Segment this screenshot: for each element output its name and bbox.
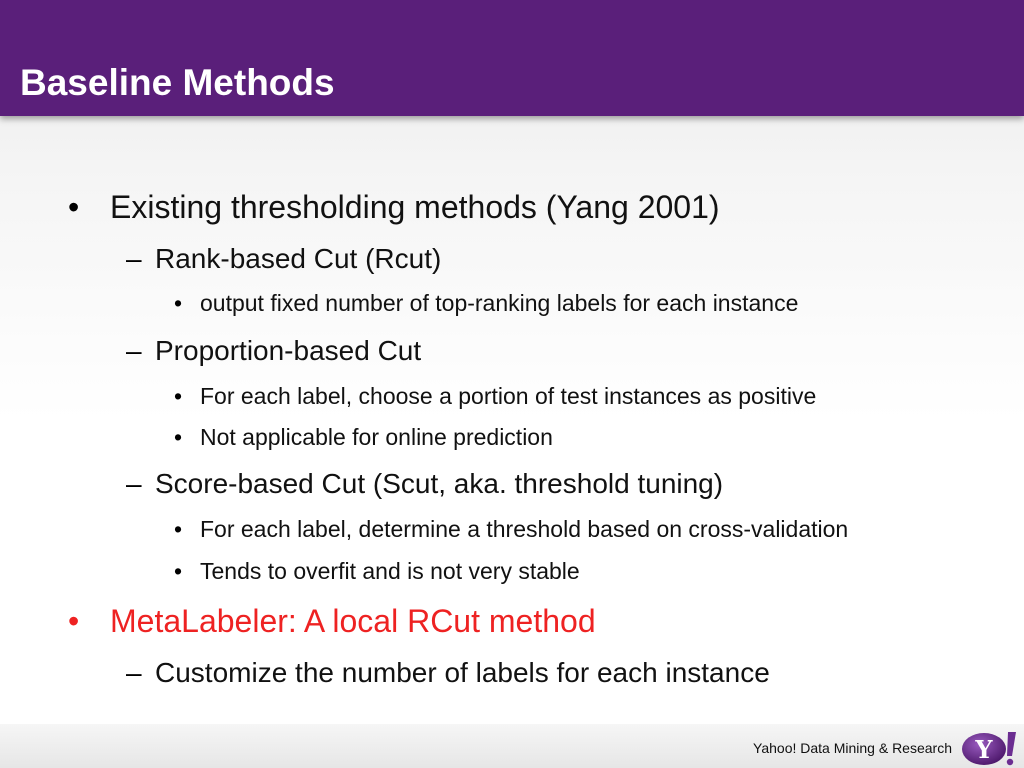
- bullet-marker: •: [174, 516, 183, 542]
- bullet-metalabeler: MetaLabeler: A local RCut method: [110, 603, 596, 639]
- dash-marker: –: [126, 243, 142, 274]
- title-bar: [0, 0, 1024, 116]
- detail-output-fixed-number: output fixed number of top-ranking labels for each instance: [200, 290, 799, 316]
- bullet-marker: •: [174, 558, 183, 584]
- yahoo-logo-icon: [960, 728, 1020, 768]
- bullet-marker: •: [174, 424, 183, 450]
- detail-choose-portion: For each label, choose a portion of test instances as positive: [200, 383, 817, 409]
- slide-title: Baseline Methods: [20, 62, 335, 103]
- bullet-marker: •: [68, 603, 80, 639]
- dash-marker: –: [126, 468, 142, 499]
- dash-marker: –: [126, 657, 142, 688]
- detail-tends-to-overfit: Tends to overfit and is not very stable: [200, 558, 580, 584]
- bullet-marker: •: [174, 383, 183, 409]
- detail-not-applicable-online: Not applicable for online prediction: [200, 424, 553, 450]
- sub-score-based-cut: Score-based Cut (Scut, aka. threshold tuning): [155, 468, 724, 499]
- dash-marker: –: [126, 335, 142, 366]
- bullet-marker: •: [68, 189, 80, 225]
- sub-rank-based-cut: Rank-based Cut (Rcut): [155, 243, 442, 274]
- bullet-marker: •: [174, 290, 183, 316]
- sub-proportion-based-cut: Proportion-based Cut: [155, 335, 422, 366]
- svg-text:Y: Y: [975, 735, 993, 764]
- bullet-existing-thresholding: Existing thresholding methods (Yang 2001): [110, 189, 720, 225]
- detail-determine-threshold: For each label, determine a threshold based on cross-validation: [200, 516, 849, 542]
- footer-text: Yahoo! Data Mining & Research: [753, 740, 952, 756]
- sub-customize-number: Customize the number of labels for each instance: [155, 657, 770, 688]
